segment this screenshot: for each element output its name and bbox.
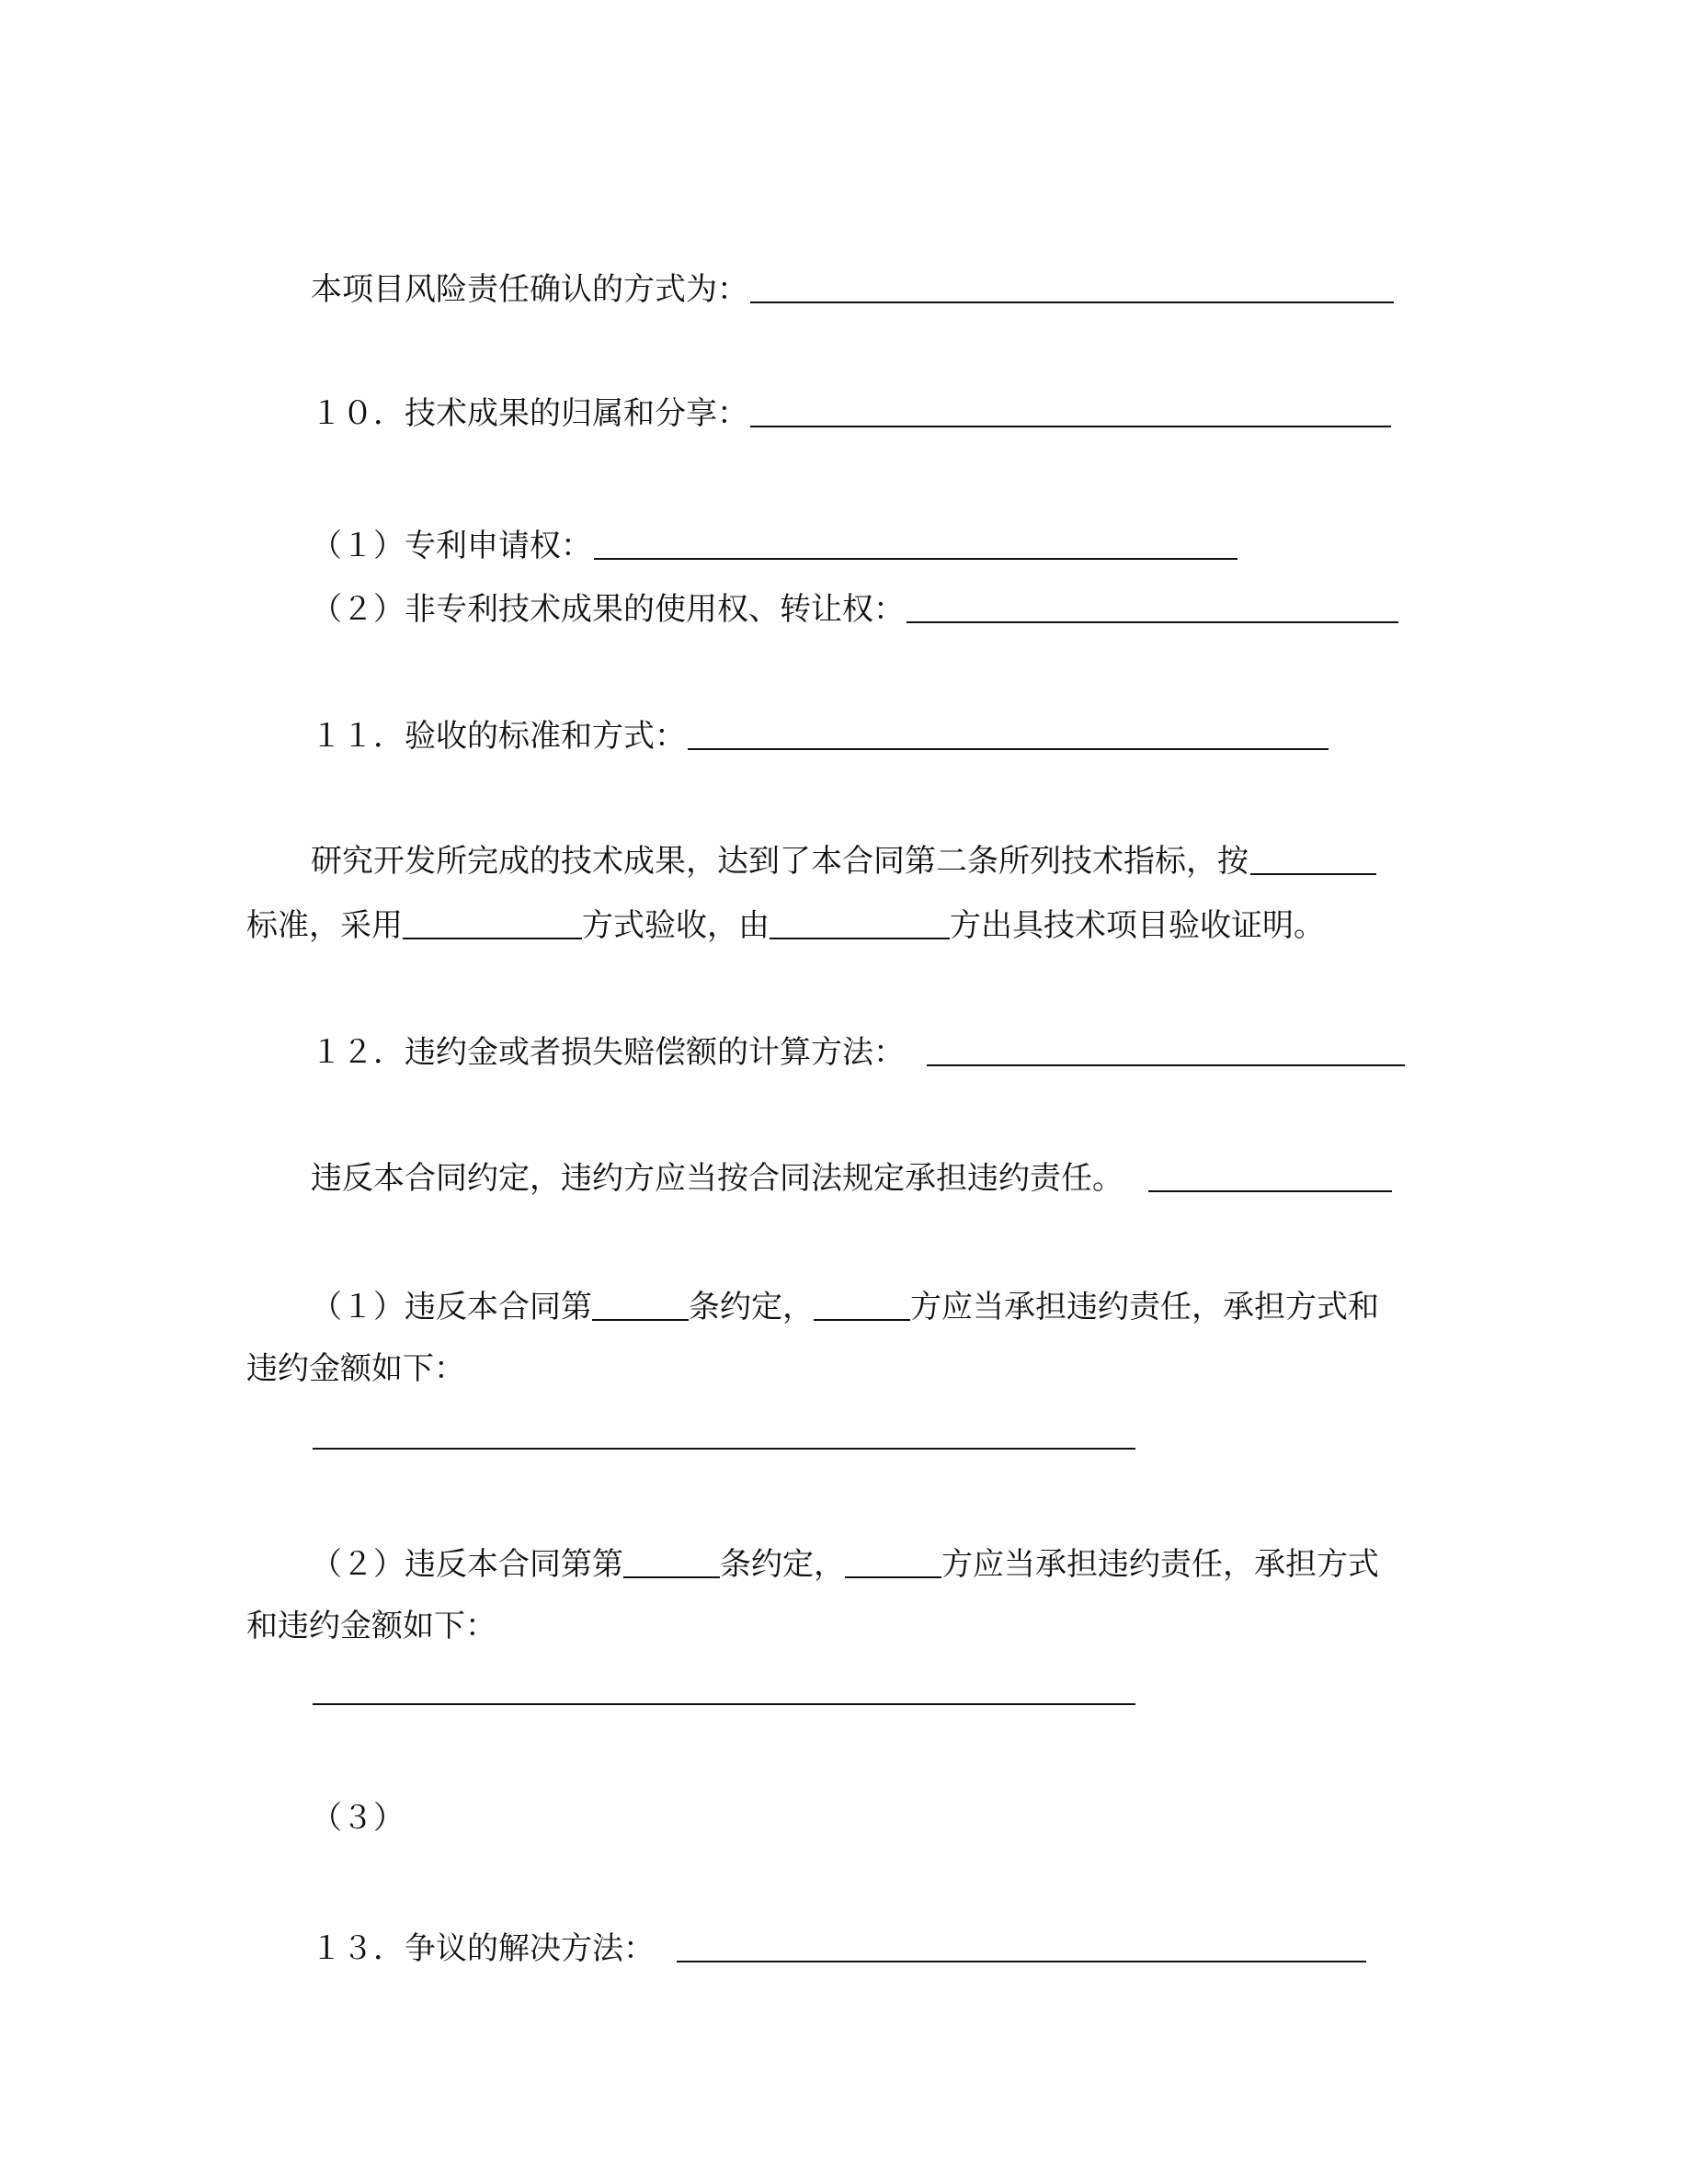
breach2-line-1 (311, 1540, 1379, 1587)
breach-text: 违反本合同约定，违约方应当按合同法规定承担违约责任。 (311, 1160, 1123, 1197)
breach2-text-d: 和违约金额如下： (246, 1608, 496, 1644)
acceptance-standard-blank[interactable] (1250, 836, 1376, 875)
breach1-article-blank[interactable] (592, 1282, 689, 1321)
risk-confirm-line (311, 265, 1394, 312)
breach1-line-1 (311, 1282, 1379, 1329)
breach1-text-c: 方应当承担违约责任，承担方式和 (910, 1289, 1379, 1325)
breach1-line-2 (246, 1347, 465, 1391)
breach1-text-d: 违约金额如下： (246, 1350, 465, 1387)
acceptance-method-blank[interactable] (403, 901, 582, 939)
breach-blank[interactable] (1148, 1154, 1392, 1192)
item11-blank[interactable] (688, 711, 1329, 750)
breach2-article-blank[interactable] (623, 1540, 720, 1578)
item10-1-blank[interactable] (594, 521, 1237, 560)
item10-2-blank[interactable] (907, 585, 1398, 623)
acceptance-line-2 (246, 901, 1325, 948)
item10-2-line (311, 585, 1398, 631)
item13-blank[interactable] (677, 1924, 1366, 1962)
breach3-line (311, 1796, 405, 1840)
breach3-text: （３） (311, 1800, 405, 1837)
acceptance-text-b2: 方式验收，由 (582, 907, 770, 944)
item11-line (311, 711, 1329, 758)
item11-label: １１．验收的标准和方式： (311, 718, 686, 755)
item13-line (311, 1924, 1366, 1971)
breach2-text-c: 方应当承担违约责任，承担方式 (941, 1546, 1379, 1583)
breach2-party-blank[interactable] (845, 1540, 941, 1578)
breach1-answer-line[interactable] (313, 1448, 1135, 1450)
breach1-text-a: （１）违反本合同第 (311, 1289, 592, 1325)
item10-label: １０．技术成果的归属和分享： (311, 395, 748, 432)
acceptance-line-1 (311, 836, 1376, 883)
breach1-party-blank[interactable] (814, 1282, 910, 1321)
item10-blank[interactable] (750, 389, 1391, 427)
breach2-text-a: （２）违反本合同第第 (311, 1546, 623, 1583)
acceptance-text-b3: 方出具技术项目验收证明。 (950, 907, 1325, 944)
risk-confirm-blank[interactable] (750, 265, 1394, 303)
breach1-text-b: 条约定， (689, 1289, 814, 1325)
item10-2-label: （２）非专利技术成果的使用权、转让权： (311, 591, 905, 628)
item12-blank[interactable] (927, 1028, 1405, 1066)
item10-1-label: （１）专利申请权： (311, 528, 592, 564)
item10-1-line (311, 521, 1237, 568)
item12-label: １２．违约金或者损失赔偿额的计算方法： (311, 1034, 905, 1071)
acceptance-text-b1: 标准，采用 (246, 907, 403, 944)
breach2-answer-line[interactable] (313, 1703, 1135, 1705)
acceptance-text-a: 研究开发所完成的技术成果，达到了本合同第二条所列技术指标，按 (311, 843, 1249, 880)
breach-line (311, 1154, 1392, 1200)
acceptance-party-blank[interactable] (770, 901, 950, 939)
breach2-line-2 (246, 1604, 496, 1648)
breach2-text-b: 条约定， (720, 1546, 845, 1583)
risk-confirm-label: 本项目风险责任确认的方式为： (311, 271, 748, 308)
item12-line (311, 1028, 1405, 1075)
item13-label: １３．争议的解决方法： (311, 1930, 655, 1967)
item10-line (311, 389, 1391, 436)
